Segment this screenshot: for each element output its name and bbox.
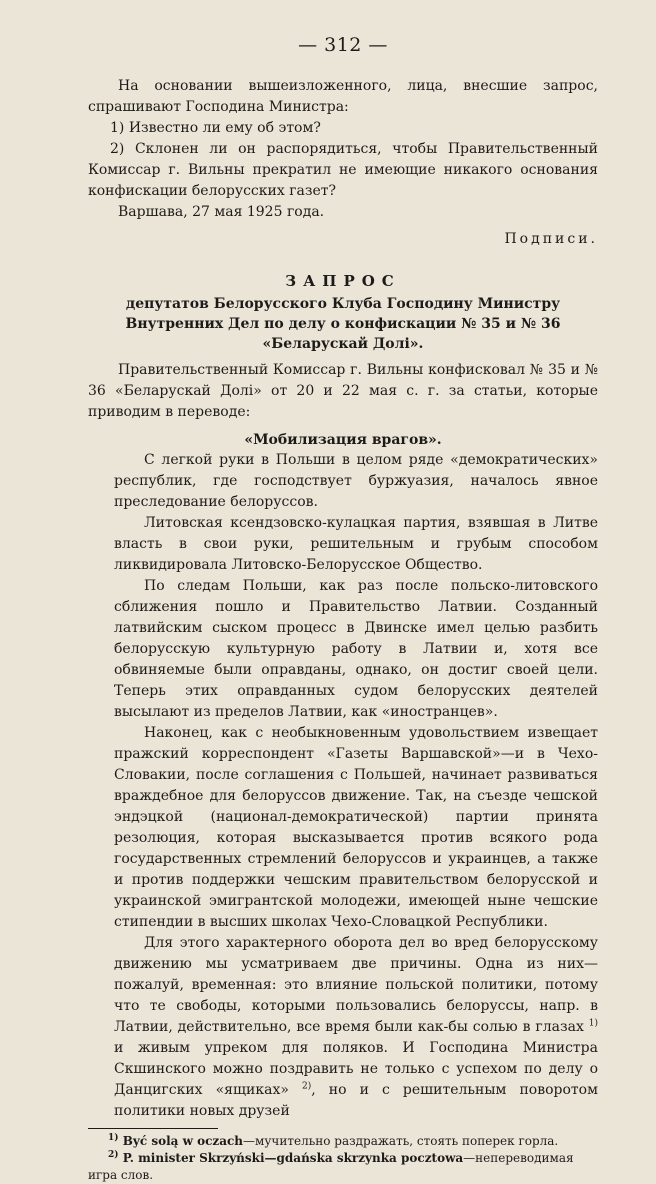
footnote-1-term: Być solą w oczach <box>122 1134 244 1148</box>
article-paragraph-5-text-b: и живым упреком для поляков. И Господина Министра Скшинского можно поздравить не только с успехом по делу о Данцигских «ящиках» <box>114 1040 598 1098</box>
article-paragraph-5-text-c: , но и с решительным поворотом политики новых друзей <box>114 1082 598 1119</box>
footnote-1-mark: 1) <box>108 1133 119 1143</box>
footnote-1-explanation: —мучительно раздражать, стоять поперек горла. <box>243 1134 559 1148</box>
question-2: 2) Склонен ли он распорядиться, чтобы Правительственный Комиссар г. Вильны прекратил не имеющие никакого основания конфискации белорусских газет? <box>88 141 598 199</box>
request-title: ЗАПРОС <box>285 272 401 290</box>
request-subtitle: депутатов Белорусского Клуба Господину Министру Внутренних Дел по делу о конфискации № 35 и № 36 «Беларускай Долі». <box>125 296 561 352</box>
article-paragraph-5 <box>88 933 598 1122</box>
article-paragraph-3: По следам Польши, как раз после польско-литовского сближения пошло и Правительство Латвии. Созданный латвийским сыском процесс в Двинске имел целью разбить белорусскую культурную работу в Латвии и, хотя все обвиняемые были оправданы, однако, он достиг своей цели. Теперь этих оправданных судом белорусских деятелей высылают из пределов Латвии, как «иностранцев». <box>114 578 598 720</box>
footnote-1 <box>88 1133 598 1150</box>
footnote-2-mark: 2) <box>108 1150 119 1160</box>
article-paragraph-2: Литовская ксендзовско-кулацкая партия, взявшая в Литве власть в свои руки, решительным и грубым способом ликвидировала Литовско-Белорусское Общество. <box>114 515 598 573</box>
quoted-article <box>88 450 598 1122</box>
question-1: 1) Известно ли ему об этом? <box>110 120 321 136</box>
footnote-2 <box>88 1150 598 1184</box>
request-intro: Правительственный Комиссар г. Вильны конфисковал № 35 и № 36 «Беларускай Долі» от 20 и 22 мая с. г. за статьи, которые приводим в переводе: <box>88 362 598 420</box>
page-number: — 312 — <box>298 34 388 56</box>
footnote-ref-2: 2) <box>302 1081 312 1092</box>
signatures: Подписи. <box>504 231 598 247</box>
footnote-2-term: P. minister Skrzyński—gdańska skrzynka pocztowa <box>122 1151 464 1165</box>
footnote-ref-1: 1) <box>588 1018 598 1029</box>
footnote-2-explanation: —непереводимая игра слов. <box>88 1151 574 1182</box>
date-line: Варшава, 27 мая 1925 года. <box>118 204 325 220</box>
closing-question-intro: На основании вышеизложенного, лица, внесшие запрос, спрашивают Господина Министра: <box>88 78 598 115</box>
article-paragraph-1: С легкой руки в Польши в целом ряде «демократических» республик, где господствует буржуазия, началось явное преследование белоруссов. <box>114 452 598 510</box>
article-title: «Мобилизация врагов». <box>244 432 442 448</box>
article-paragraph-5-text-a: Для этого характерного оборота дел во вред белорусскому движению мы усматриваем две причины. Одна из них—пожалуй, временная: это влияние польской политики, потому что те свободы, которыми пользовались белоруссы, напр. в Латвии, действительно, все время были как-бы солью в глазах <box>114 935 598 1035</box>
footnote-divider <box>88 1128 218 1129</box>
article-paragraph-4: Наконец, как с необыкновенным удовольствием извещает пражский корреспондент «Газеты Варшавской»—и в Чехо-Словакии, после соглашения с Польшей, начинает развиваться враждебное для белоруссов движение. Так, на съезде чешской эндэцкой (национал-демократической) партии принята резолюция, которая высказывается против всякого рода государственных стремлений белоруссов и украинцев, а также и против поддержки чешским правительством белорусской и украинской эмигрантской молодежи, имеющей ныне чешские стипендии в высших школах Чехо-Словацкой Республики. <box>114 725 598 930</box>
